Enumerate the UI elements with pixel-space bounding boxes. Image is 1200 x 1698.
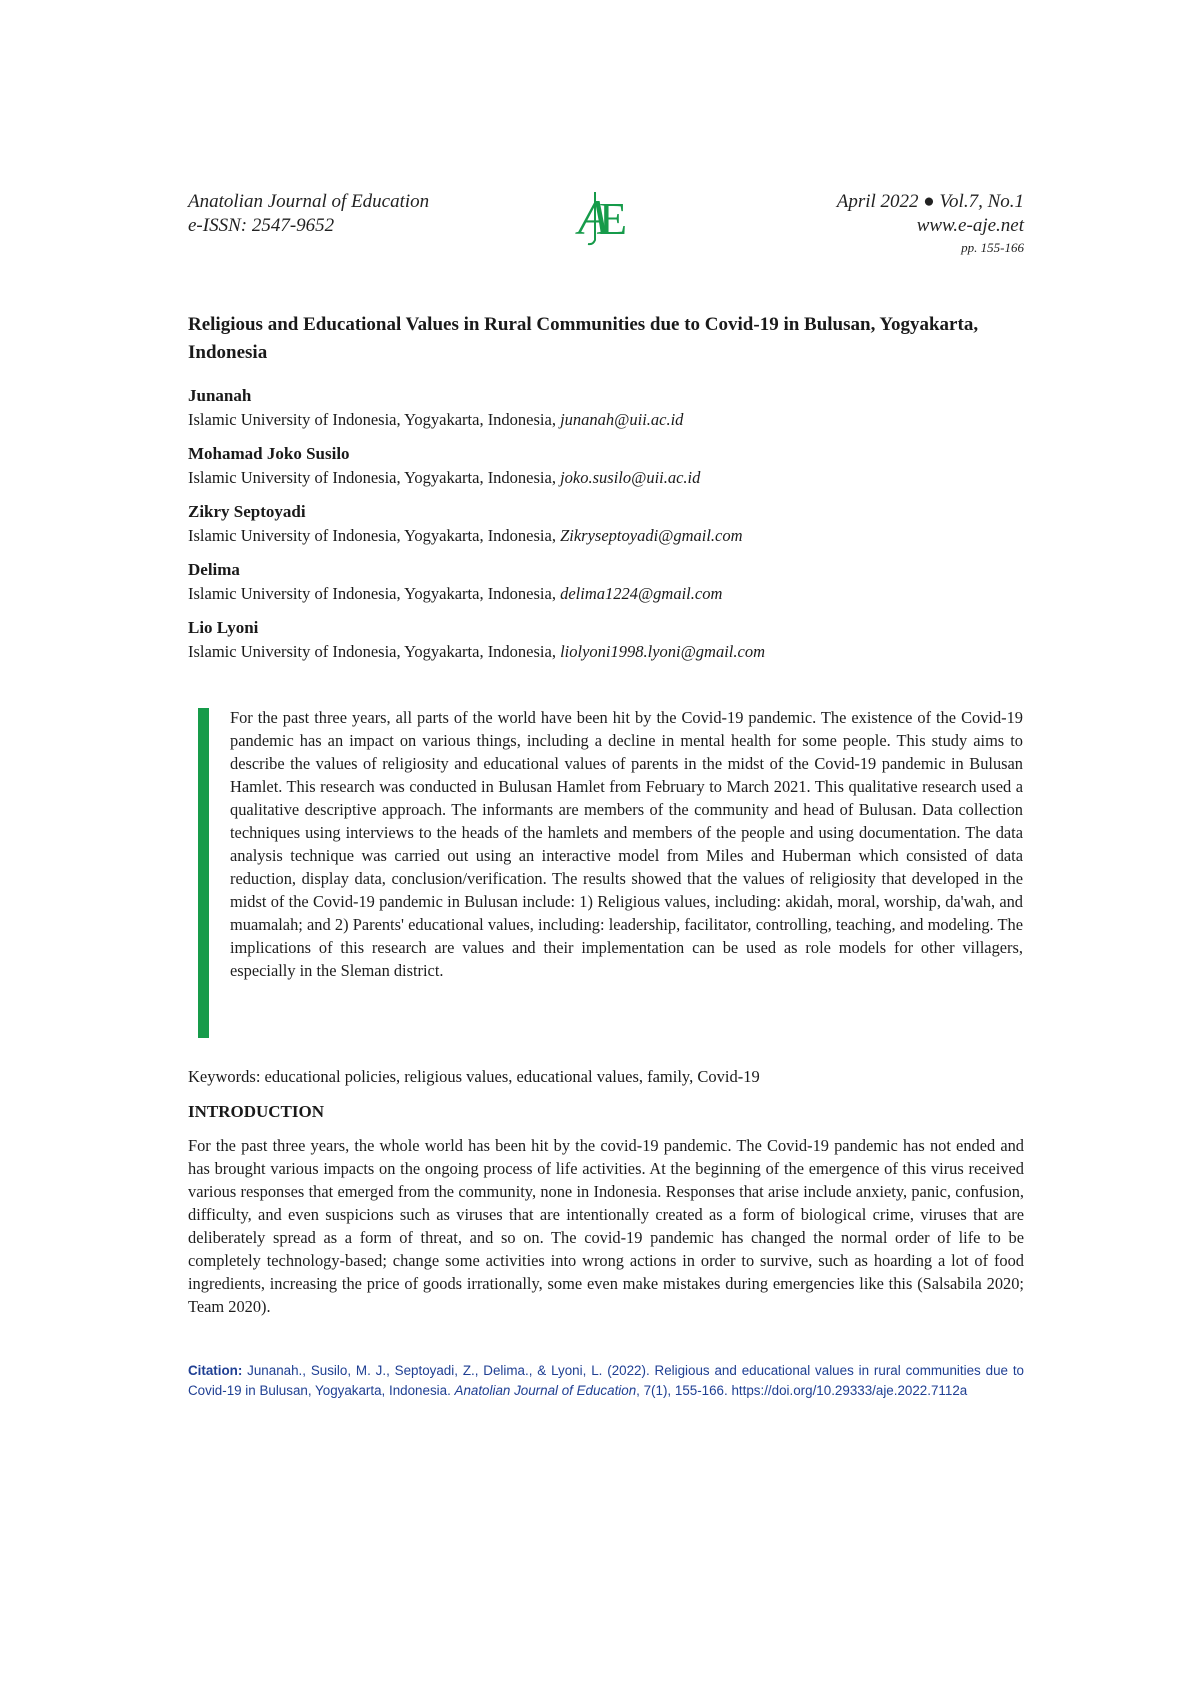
section-heading-introduction: INTRODUCTION [188,1102,325,1121]
citation-block [188,1361,1024,1401]
author-email[interactable]: delima1224@gmail.com [560,584,723,603]
abstract-text: For the past three years, all parts of the world have been hit by the Covid-19 pandemic. The existence of the Covid-19 pandemic has an impact on various things, including a decline in mental health for some people. This study aims to describe the values of religiosity and educational values of parents in the midst of the Covid-19 pandemic in Bulusan Hamlet. This research was conducted in Bulusan Hamlet from February to March 2021. This qualitative research used a qualitative descriptive approach. The informants are members of the community and head of Bulusan. Data collection techniques using interviews to the heads of the hamlets and members of the people and using documentation. The data analysis technique was carried out using an interactive model from Miles and Huberman which consisted of data reduction, display data, conclusion/verification. The results showed that the values of religiosity that developed in the midst of the Covid-19 pandemic in Bulusan include: 1) Religious values, including: akidah, moral, worship, da'wah, and muamalah; and 2) Parents' educational values, including: leadership, facilitator, controlling, teaching, and modeling. The implications of this research are values and their implementation can be used as role models for other villagers, especially in the Sleman district. [230,708,1023,980]
citation-journal: Anatolian Journal of Education [454,1383,637,1398]
author-entry [188,558,1024,606]
author-list [188,384,1024,674]
journal-website[interactable]: www.e-aje.net [916,215,1024,236]
author-email[interactable]: Zikryseptoyadi@gmail.com [560,526,743,545]
journal-name: Anatolian Journal of Education [188,191,430,212]
journal-header-left [188,190,429,238]
citation-authors-title: Junanah., Susilo, M. J., Septoyadi, Z., Delima., & Lyoni, L. (2022). Religious and educational values in rural communities due to Covid-19 in Bulusan, Yogyakarta, Indonesia. [188,1363,1024,1398]
author-entry [188,616,1024,664]
author-name: Zikry Septoyadi [188,502,306,521]
author-entry [188,500,1024,548]
affiliation-text: Islamic University of Indonesia, Yogyakarta, Indonesia, [188,526,561,545]
citation-label: Citation: [188,1363,243,1378]
author-name: Mohamad Joko Susilo [188,444,350,463]
journal-logo [578,182,628,246]
journal-issue: April 2022 ● Vol.7, No.1 [836,191,1024,212]
author-email[interactable]: liolyoni1998.lyoni@gmail.com [560,642,765,661]
author-name: Delima [188,560,240,579]
keywords: Keywords: educational policies, religious values, educational values, family, Covid-19 [188,1067,760,1086]
author-affiliation [188,408,1024,432]
journal-issn: e-ISSN: 2547-9652 [188,215,335,236]
page-range: pp. 155-166 [961,240,1024,255]
citation-volume-doi[interactable]: , 7(1), 155-166. https://doi.org/10.29333/aje.2022.7112a [636,1383,968,1398]
author-affiliation [188,582,1024,606]
author-name: Lio Lyoni [188,618,259,637]
author-affiliation [188,640,1024,664]
affiliation-text: Islamic University of Indonesia, Yogyakarta, Indonesia, [188,468,561,487]
affiliation-text: Islamic University of Indonesia, Yogyakarta, Indonesia, [188,642,561,661]
author-email[interactable]: junanah@uii.ac.id [560,410,684,429]
svg-text:E: E [599,193,628,244]
author-affiliation [188,466,1024,490]
paper-title: Religious and Educational Values in Rural Communities due to Covid-19 in Bulusan, Yogyakarta, Indonesia [188,314,979,363]
author-entry [188,384,1024,432]
abstract-accent-bar [198,708,209,1038]
affiliation-text: Islamic University of Indonesia, Yogyakarta, Indonesia, [188,410,561,429]
author-email[interactable]: joko.susilo@uii.ac.id [560,468,701,487]
author-affiliation [188,524,1024,548]
journal-header-right [837,190,1024,258]
author-name: Junanah [188,386,252,405]
introduction-paragraph: For the past three years, the whole world has been hit by the covid-19 pandemic. The Covid-19 pandemic has not ended and has brought various impacts on the ongoing process of life activities. At the beginning of the emergence of this virus received various responses that emerged from the community, none in Indonesia. Responses that arise include anxiety, panic, confusion, difficulty, and even suspicions such as viruses that are intentionally created as a form of biological crime, viruses that are deliberately spread as a form of threat, and so on. The covid-19 pandemic has changed the normal order of life to be completely technology-based; change some activities into wrong actions in order to survive, such as hoarding a lot of food ingredients, increasing the price of goods irrationally, some even make mistakes during emergencies like this (Salsabila 2020; Team 2020). [188,1136,1024,1316]
svg-text:A: A [578,189,603,245]
affiliation-text: Islamic University of Indonesia, Yogyakarta, Indonesia, [188,584,561,603]
author-entry [188,442,1024,490]
